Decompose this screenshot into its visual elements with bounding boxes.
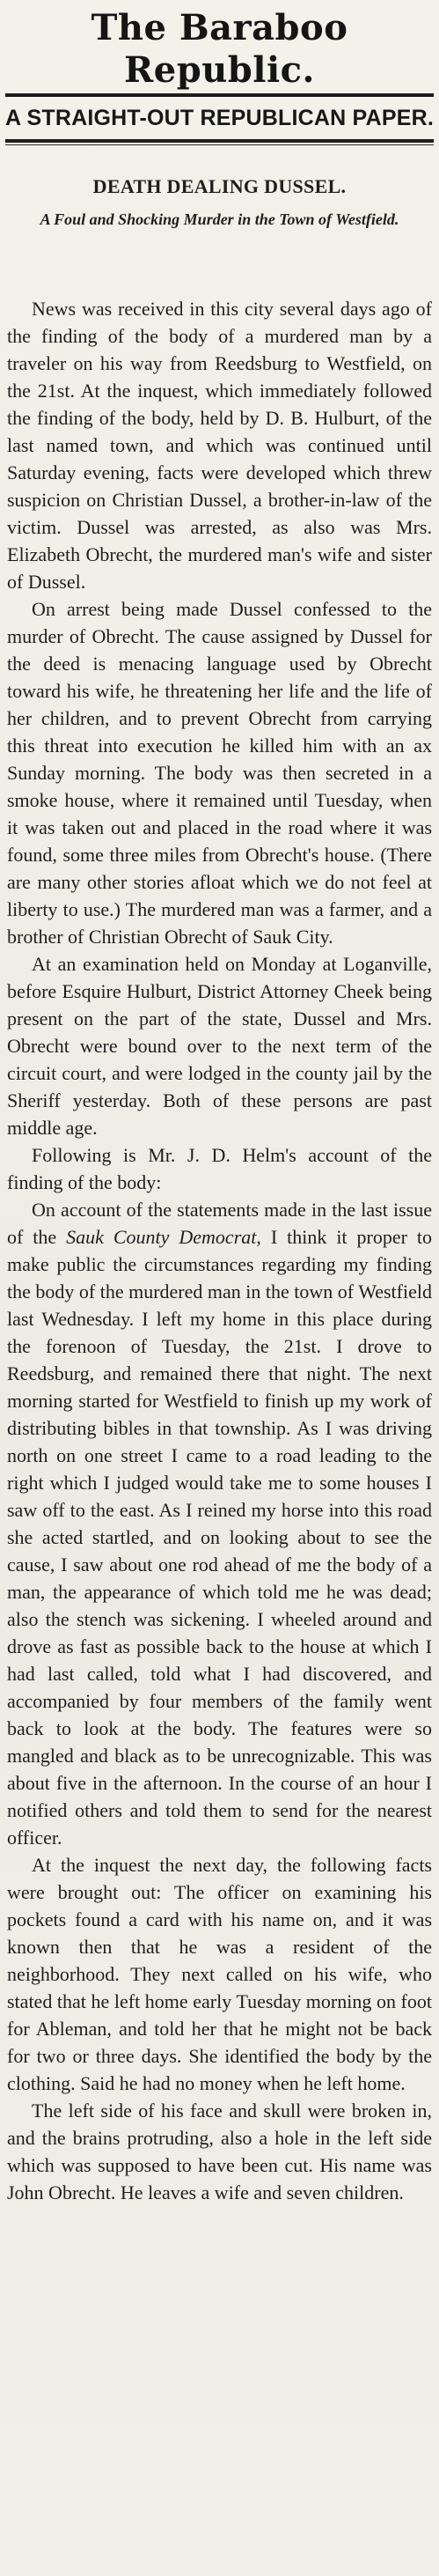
- newspaper-reference: Sauk County Democrat: [66, 1226, 257, 1248]
- article-deck: A Foul and Shocking Murder in the Town of Westfield.: [40, 210, 399, 228]
- article-paragraph: At an examination held on Monday at Loganville, before Esquire Hulburt, District Attorney Cheek being present on the part of the state, Dussel and Mrs. Obrecht were bound over to the next term of the circuit court, and were lodged in the county jail by the Sheriff yesterday. Both of these persons are past middle age.: [7, 953, 432, 1139]
- article-paragraph: Following is Mr. J. D. Helm's account of the finding of the body:: [7, 1144, 432, 1193]
- article-paragraph: The left side of his face and skull were broken in, and the brains protruding, also a hole in the left side which was supposed to have been cut. His name was John Obrecht. He leaves a wife and seven children.: [7, 2100, 432, 2203]
- newspaper-motto: A STRAIGHT-OUT REPUBLICAN PAPER.: [5, 106, 434, 130]
- newspaper-title: The Baraboo Republic.: [91, 7, 348, 91]
- article-paragraph: On arrest being made Dussel confessed to the murder of Obrecht. The cause assigned by Dussel for the deed is menacing language used by Obrecht toward his wife, he threatening her life and the life of her children, and to prevent Obrecht from carrying this threat into execution he killed him with an ax Sunday morning. The body was then secreted in a smoke house, where it remained until Tuesday, when it was taken out and placed in the road where it was found, some three miles from Obrecht's house. (There are many other stories afloat which we do not feel at liberty to use.) The murdered man was a farmer, and a brother of Christian Obrecht of Sauk City.: [7, 598, 432, 948]
- article-paragraph: At the inquest the next day, the following facts were brought out: The officer on examining his pockets found a card with his name on, and it was known then that he was a resident of the neighborhood. They next called on his wife, who stated that he left home early Tuesday morning on foot for Ableman, and told her that he might not be back for two or three days. She identified the body by the clothing. Said he had no money when he left home.: [7, 1854, 432, 2094]
- masthead-rule-top: [5, 93, 434, 97]
- letter-text: On account of the statements made in the last issue of the: [7, 1199, 432, 1248]
- article-body: [7, 295, 433, 2206]
- masthead: [0, 0, 439, 92]
- article-paragraph: News was received in this city several days ago of the finding of the body of a murdered man by a traveler on his way from Reedsburg to Westfield, on the 21st. At the inquest, which immediately followed the finding of the body, held by D. B. Hulburt, of the last named town, and which was continued until Saturday evening, facts were developed which threw suspicion on Christian Dussel, a brother-in-law of the victim. Dussel was arrested, as also was Mrs. Elizabeth Obrecht, the murdered man's wife and sister of Dussel.: [7, 298, 432, 593]
- letter-text: , I think it proper to make public the circumstances regarding my finding the body of the murdered man in the town of Westfield last Wednesday. I left my home in this place during the forenoon of Tuesday, the 21st. I drove to Reedsburg, and remained there that night. The next morning started for Westfield to finish up my work of distributing bibles in that township. As I was driving north on one street I came to a road leading to the right which I judged would take me to some houses I saw off to the east. As I reined my horse into this road she acted startled, and on looking about to see the cause, I saw about one rod ahead of me the body of a man, the appearance of which told me he was dead; also the stench was sickening. I wheeled around and drove as fast as possible back to the house at which I had last called, told what I had discovered, and accompanied by four members of the family went back to look at the body. The features were so mangled and black as to be unrecognizable. This was about five in the afternoon. In the course of an hour I notified others and told them to send for the nearest officer.: [7, 1226, 433, 1849]
- masthead-rule-bottom: [5, 139, 434, 143]
- article-headline: DEATH DEALING DUSSEL.: [92, 175, 347, 197]
- masthead-rule-hairline: [5, 144, 434, 145]
- helm-letter-paragraph: [7, 1196, 432, 1851]
